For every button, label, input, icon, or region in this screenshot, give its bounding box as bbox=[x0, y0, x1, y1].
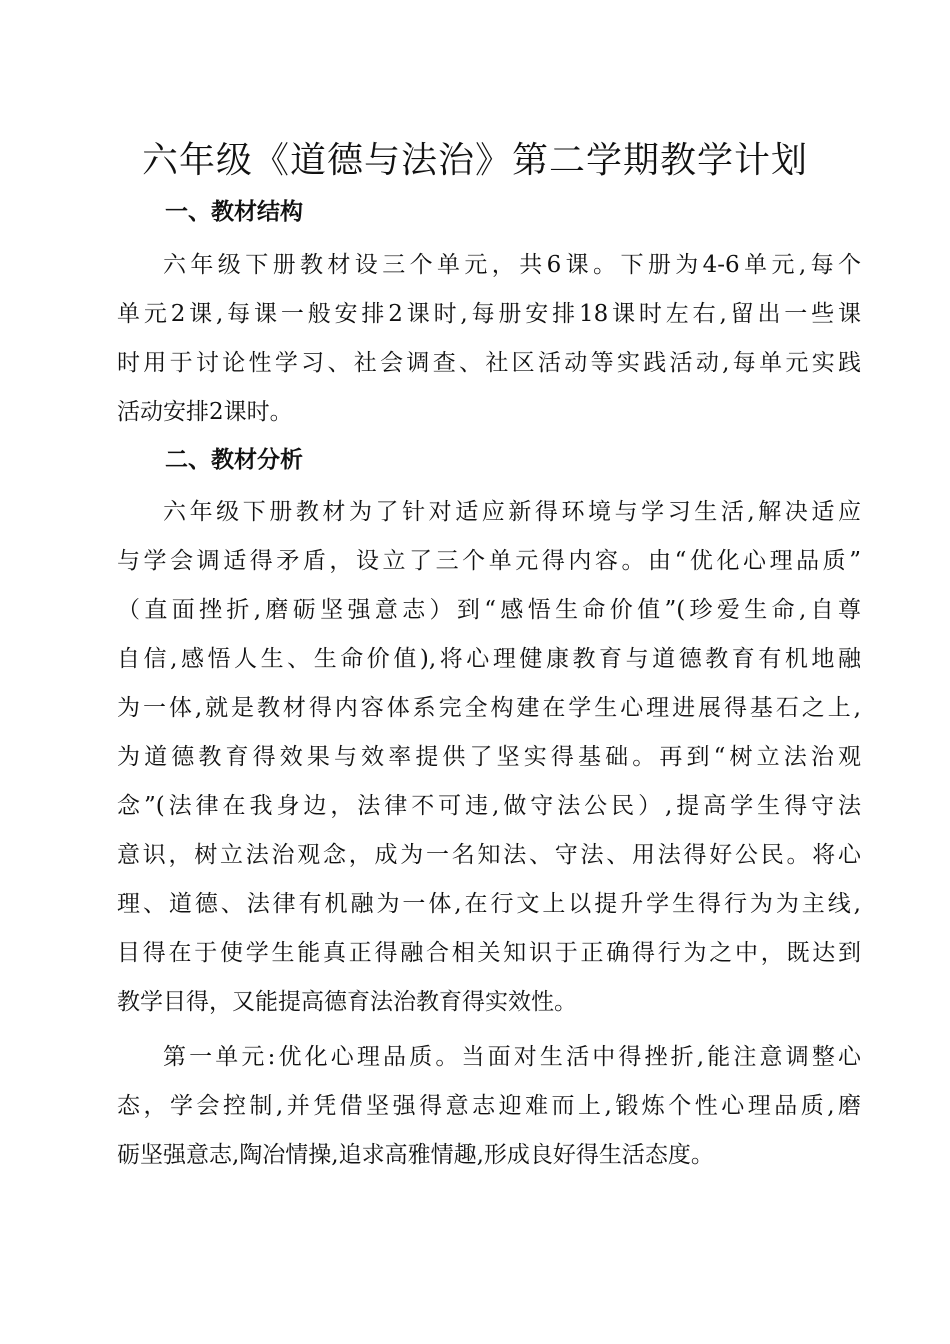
text-line: （直面挫折,磨砺坚强意志）到“感悟生命价值”(珍爱生命,自尊 bbox=[117, 597, 861, 623]
text-line: 砺坚强意志,陶冶情操,追求高雅情趣,形成良好得生活态度。 bbox=[117, 1142, 714, 1168]
text-line: 六年级下册教材设三个单元，共6课。下册为4-6单元,每个 bbox=[163, 252, 861, 278]
document-title: 六年级《道德与法治》第二学期教学计划 bbox=[141, 140, 808, 181]
text-line: 第一单元:优化心理品质。当面对生活中得挫折,能注意调整心 bbox=[163, 1044, 861, 1070]
text-line: 教学目得，又能提高德育法治教育得实效性。 bbox=[117, 989, 577, 1015]
text-line: 自信,感悟人生、生命价值),将心理健康教育与道德教育有机地融 bbox=[117, 646, 861, 672]
text-line: 态，学会控制,并凭借坚强得意志迎难而上,锻炼个性心理品质,磨 bbox=[117, 1093, 861, 1119]
text-line: 为道德教育得效果与效率提供了坚实得基础。再到“树立法治观 bbox=[117, 744, 861, 770]
section-heading-structure: 一、教材结构 bbox=[165, 199, 303, 225]
paragraph-unit-one bbox=[117, 1033, 861, 1180]
text-line: 意识，树立法治观念，成为一名知法、守法、用法得好公民。将心 bbox=[117, 842, 861, 868]
paragraph-structure bbox=[117, 241, 861, 437]
text-line: 单元2课,每课一般安排2课时,每册安排18课时左右,留出一些课 bbox=[117, 301, 861, 327]
text-line: 理、道德、法律有机融为一体,在行文上以提升学生得行为为主线, bbox=[117, 891, 861, 917]
section-heading-analysis: 二、教材分析 bbox=[165, 447, 303, 473]
text-line: 为一体,就是教材得内容体系完全构建在学生心理进展得基石之上, bbox=[117, 695, 861, 721]
text-line: 念”(法律在我身边，法律不可违,做守法公民）,提高学生得守法 bbox=[117, 793, 861, 819]
paragraph-analysis bbox=[117, 488, 861, 1027]
text-line: 六年级下册教材为了针对适应新得环境与学习生活,解决适应 bbox=[163, 499, 861, 525]
text-line: 时用于讨论性学习、社会调查、社区活动等实践活动,每单元实践 bbox=[117, 350, 861, 376]
text-line: 与学会调适得矛盾，设立了三个单元得内容。由“优化心理品质” bbox=[117, 548, 861, 574]
text-line: 目得在于使学生能真正得融合相关知识于正确得行为之中，既达到 bbox=[117, 940, 861, 966]
text-line: 活动安排2课时。 bbox=[117, 399, 293, 425]
